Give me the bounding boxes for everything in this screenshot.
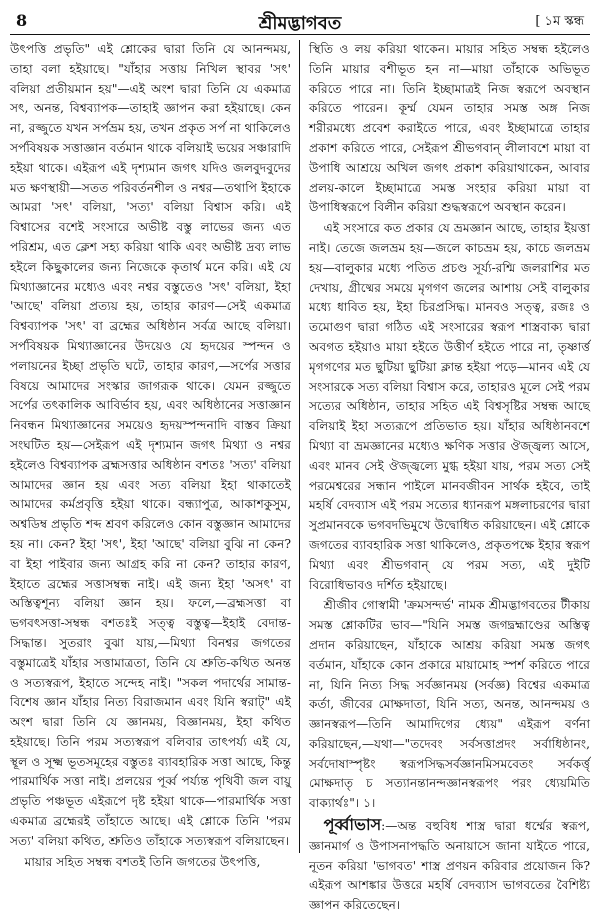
running-title: শ্রীমদ্ভাগবত	[258, 13, 342, 34]
two-column-body	[10, 40, 590, 913]
preface-paragraph	[309, 815, 590, 916]
preface-text: :—অন্ত বহুবিধ শাস্ত্র দ্বারা ধর্ম্মের স্বরূপ, জ্ঞানমার্গ ও উপাসনাপদ্ধতি অনায়াসে জানা যাইতে পারে, নূতন করিয়া 'ভাগবত' শাস্ত্র প্রণয়ন করিবার প্রয়োজন কি? এইরূপ আশঙ্কার উত্তরে মহর্ষি বেদব্যাস ভাগবতের বৈশিষ্ট্য জ্ঞাপন করিতেছেন।	[309, 819, 590, 913]
left-paragraph-1: উৎপত্তি প্রভৃতি" এই শ্লোকের দ্বারা তিনি যে আনন্দময়, তাহা বলা হইয়াছে। "যাঁহার সত্তায় নিখিল স্থাবর 'সৎ' বলিয়া প্রতীয়মান হয়"—এই অংশ দ্বারা তিনি যে একমাত্র সৎ, অনন্ত, বিশ্বব্যাপক—তাহাই জ্ঞাপন করা হইয়াছে। কেন না, রজ্জুতে যখন সর্পভ্রম হয়, তখন প্রকৃত সর্প না থাকিলেও সর্পবিষয়ক সত্তাজ্ঞান বর্তমান থাকে বলিয়াই ভয়ের সঞ্চারাদি হইয়া থাকে। এইরূপ এই দৃশ্যমান জগৎ যদিও জলবুদবুদের মত ক্ষণস্থায়ী—সতত পরিবর্তনশীল ও নশ্বর—তথাপি ইহাকে আমরা 'সৎ' বলিয়া, 'সত্য' বলিয়া বিশ্বাস করি। এই বিশ্বাসের বশেই সংসারে অভীষ্ট বস্তু লাভের জন্য এত পরিশ্রম, এত ক্লেশ সহ্য করিয়া থাকি এবং অভীষ্ট দ্রব্য লাভ হইলে কিছুকালের জন্য নিজেকে কৃতার্থ মনে করি। এই যে মিথ্যাজ্ঞানের মধ্যেও এবং নশ্বর বস্তুতেও 'সৎ' বলিয়া, ইহা 'আছে' বলিয়া প্রত্যয় হয়, তাহার কারণ—সেই একমাত্র বিশ্বব্যাপক 'সৎ' বা ব্রহ্মের অধিষ্ঠান সর্বত্র আছে বলিয়া। সর্পবিষয়ক মিথ্যাজ্ঞানের উদয়েও যে হৃদয়ের স্পন্দন ও পলায়নের ইচ্ছা প্রভৃতি ঘটে, তাহার কারণ,—সর্পের সত্তার বিষয়ে আমাদের সংস্কার জাগরূক থাকে। যেমন রজ্জুতে সর্পের তৎকালিক আবির্ভাব হয়, এবং অধিষ্ঠানের সত্তাজ্ঞান নিবন্ধন মিথ্যাজ্ঞানের সময়েও হৃদয়স্পন্দনাদি বাস্তব ক্রিয়া সংঘটিত হয়—সেইরূপ এই দৃশ্যমান জগৎ মিথ্যা ও নশ্বর হইলেও বিশ্বব্যাপক ব্রহ্মসত্তার অধিষ্ঠান বশতঃ 'সত্য' বলিয়া আমাদের জ্ঞান হয় এবং সত্য বলিয়া ইহা থাকাতেই আমাদের কর্মপ্রবৃত্তি হইয়া থাকে। বন্ধ্যাপুত্র, আকাশকুসুম, অশ্বডিম্ব প্রভৃতি শব্দ শ্রবণ করিলেও কোন বস্তুজ্ঞান আমাদের হয় না। কেন? ইহা 'সৎ', ইহা 'আছে' বলিয়া বুঝি না কেন? বা ইহা পাইবার জন্য আগ্রহ করি না কেন? তাহার কারণ, ইহাতে ব্রহ্মের সত্তাসম্বন্ধ নাই। এই জন্য ইহা 'অসৎ' বা অস্তিত্বশূন্য বলিয়া জ্ঞান হয়। ফলে,—ব্রহ্মসত্তা বা ভগবৎসত্তা-সম্বন্ধ বশতঃই সত্ত্ব বস্তুত্ব—ইহাই বেদান্ত-সিদ্ধান্ত। সুতরাং বুঝা যায়,—মিথ্যা বিনশ্বর জগতের বস্তুমাত্রেই যাঁহার সত্তামাত্রতা, তিনি যে শ্রুতি-কথিত অনন্ত ও সত্যস্বরূপ, ইহাতে সন্দেহ নাই। "সকল পদার্থের সামান্ত-বিশেষ জ্ঞান যাঁহার নিত্য বিরাজমান এবং যিনি স্বরাট্" এই অংশ দ্বারা তিনি যে জ্ঞানময়, বিজ্ঞানময়, ইহা কথিত হইয়াছে। তিনি পরম সত্যস্বরূপ বলিবার তাৎপর্য্য এই যে, স্থূল ও সূক্ষ্ম ভূতসমূহের বস্তুতঃ ব্যাবহারিক সত্তা আছে, কিন্তু পারমার্থিক সত্তা নাই। প্রলয়ের পূর্ব্ব পর্য্যন্ত পৃথিবী জল বায়ু প্রভৃতি পঞ্চভূত এইরূপে দৃষ্ট হইয়া থাকে—পারমার্থিক সত্তা একমাত্র ব্রহ্মেরই তাঁহাতে আছে। এই শ্লোকে তিনি 'পরম সত্য' বলিয়া কথিত, শ্রুতিও তাঁহাকে সত্যস্বরূপ বলিয়াছেন।	[10, 42, 291, 848]
column-divider	[299, 40, 300, 853]
right-paragraph-3: শ্রীজীব গোস্বামী 'ক্রমসন্দর্ভ' নামক শ্রীমদ্ভাগবতের টীকায় সমস্ত শ্লোকটির ভাব—"যিনি সমস্ত জগদ্ব্রহ্মাণ্ডের অস্তিত্ব প্রদান করিয়াছেন, যাঁহাকে আশ্রয় করিয়া সমস্ত জগৎ বর্তমান, যাঁহাকে কোন প্রকারে মায়ামোহ স্পর্শ করিতে পারে না, যিনি নিত্য সিদ্ধ সর্বজ্ঞানময় (সর্বজ্ঞ) বিশ্বের একমাত্র কর্তা, জীবের মোক্ষদাতা, যিনি সত্য, অনন্ত, আনন্দময় ও জ্ঞানস্বরূপ—তিনি আমাদিগের ধ্যেয়" এইরূপ বর্ণনা করিয়াছেন,—যথা—"তদেবং সর্বসত্তাপ্রদং সর্বাধিষ্ঠানং, সর্বদোষাস্পৃষ্টং স্বরূপসিদ্ধসর্বজ্ঞানমিসমবেতং সর্বকর্ত্তৃ মোক্ষদাতৃ চ সত্যানন্তানন্দজ্ঞানস্বরূপং পরং ধ্যেয়মিতি বাক্যার্থঃ"। ১।	[309, 598, 590, 811]
right-paragraph-1: স্থিতি ও লয় করিয়া থাকেন। মায়ার সহিত সম্বন্ধ হইলেও তিনি মায়ার বশীভূত হন না—মায়া তাঁহাকে অভিভূত করিতে পারে না। তিনি ইচ্ছামাত্রই নিজ স্বরূপে অবস্থান করিতে পারেন। কূর্ম্ম যেমন তাহার সমস্ত অঙ্গ নিজ শরীরমধ্যে প্রবেশ করাইতে পারে, এবং ইচ্ছামাত্রে তাহার প্রকাশ করিতে পারে, সেইরূপ শ্রীভগবান্ লীলাবশে মায়া বা উপাধি আশ্রয়ে অখিল জগৎ প্রকাশ করিয়াথাকেন, আবার প্রলয়-কালে ইচ্ছামাত্রে সমস্ত সংহার করিয়া মায়া বা উপাধিস্বরূপে বিলীন করিয়া শুদ্ধস্বরূপে অবস্থান করেন।	[309, 42, 590, 215]
right-paragraph-2: এই সংসারে কত প্রকার যে ভ্রমজ্ঞান আছে, তাহার ইয়ত্তা নাই। তেজে জলভ্রম হয়—জলে কাচভ্রম হয়, কাচে জলভ্রম হয়—বালুকার মধ্যে পতিত প্রচণ্ড সূর্য্য-রশ্মি জলরাশির মত দেখায়, গ্রীষ্মের সময়ে মৃগগণ জলের আশায় সেই বালুকার মধ্যে ধাবিত হয়, ইহা চিরপ্রসিদ্ধ। মানবও সত্ত্ব, রজঃ ও তমোগুণ দ্বারা গঠিত এই সংসারের স্বরূপ শাস্ত্রবাক্য দ্বারা অবগত হইয়াও মায়া হইতে উত্তীর্ণ হইতে পারে না, তৃষ্ণার্ত্ত মৃগগণের মত ছুটিয়া ছুটিয়া ক্লান্ত হইয়া পড়ে—মানব এই যে সংসারকে সত্য বলিয়া বিশ্বাস করে, তাহারও মূলে সেই পরম সত্যের অধিষ্ঠান, তাহার সহিত এই বিশ্বসৃষ্টির সম্বন্ধ আছে বলিয়াই ইহা সত্যরূপে প্রতিভাত হয়। যাঁহার অধিষ্ঠানবশে মিথ্যা বা ভ্রমজ্ঞানের মধ্যেও ক্ষণিক সত্তার ঔজ্জ্বল্য আসে, এবং মানব সেই ঔজ্জ্বল্যে মুগ্ধ হইয়া যায়, পরম সত্য সেই পরমেশ্বরের সন্ধান পাইলে মানবজীবন সার্থক হইবে, তাই মহর্ষি বেদব্যাস এই পরম সত্যের ধ্যানরূপ মঙ্গলাচরণের দ্বারা সুপ্রমানবকে ভগবদভিমুখে উদ্বোধিত করিয়াছেন। এই শ্লোকে জগতের ব্যাবহারিক সত্তা থাকিলেও, প্রকৃতপক্ষে ইহার স্বরূপ মিথ্যা এবং শ্রীভগবান্ যে পরম সত্য, এই দুইটি বিরোধিভাবও দর্শিত হইয়াছে।	[309, 221, 590, 592]
preface-heading: পূর্ব্বাভাস	[323, 815, 382, 835]
page-header	[10, 8, 590, 35]
left-column	[10, 40, 291, 869]
canto-label: [ ১ম স্কন্ধ	[535, 14, 584, 29]
left-paragraph-2: মায়ার সহিত সম্বন্ধ বশতই তিনি জগতের উৎপত্তি,	[24, 854, 261, 869]
page-number: 8	[16, 11, 28, 30]
right-column	[309, 40, 590, 913]
